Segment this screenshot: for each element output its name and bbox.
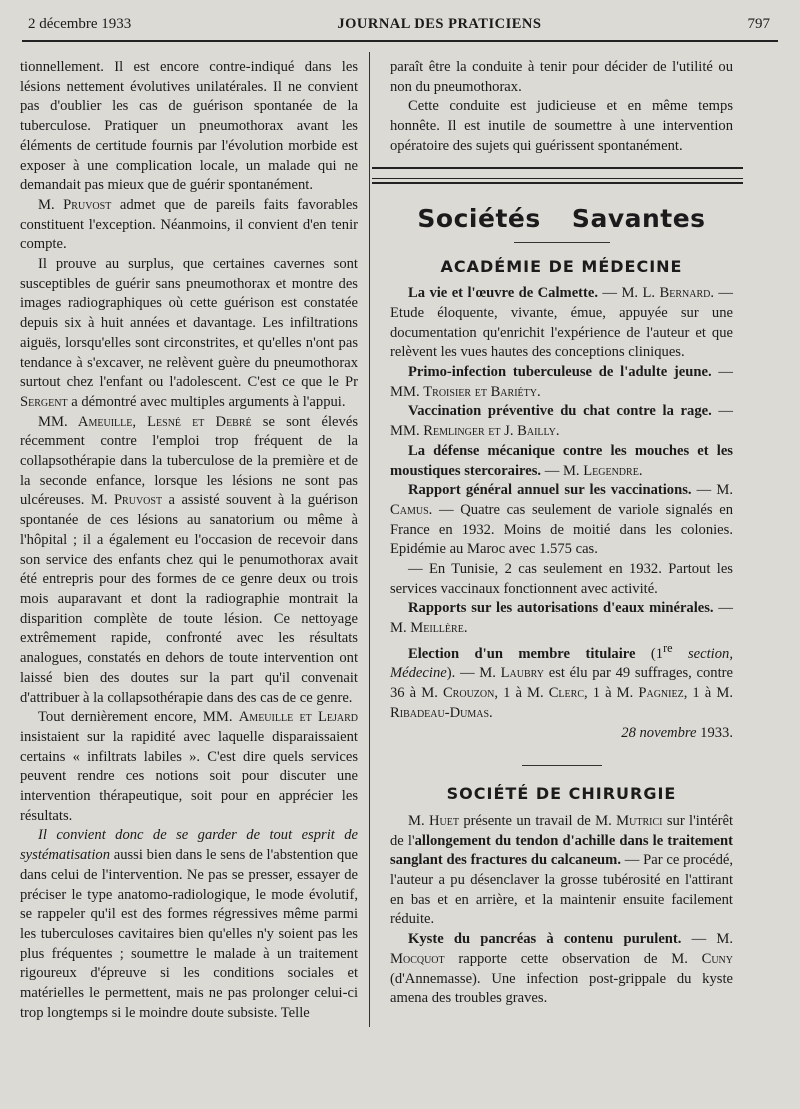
- academie-entry-3: Vaccination préventive du chat contre la rage. — MM. Remlinger et J. Bailly.: [390, 403, 733, 440]
- running-head: [28, 16, 770, 38]
- header-date: 2 décembre 1933: [28, 16, 132, 32]
- academie-entry-2: Primo-infection tuberculeuse de l'adulte jeune. — MM. Troisier et Bariéty.: [390, 364, 733, 400]
- header-rule: [22, 40, 778, 42]
- academie-entry-7: Election d'un membre titulaire (1re section, Médecine). — M. Laubry est élu par 49 suffrages, contre 36 à M. Crouzon, 1 à M. Clerc, 1 à M. Pagniez, 1 à M. Ribadeau-Dumas.: [390, 640, 733, 721]
- chirurgie-entries: [390, 812, 733, 1009]
- left-paragraph-2: M. Pruvost admet que de pareils faits favorables constituent l'exception. Néanmoins, il convient d'en tenir compte.: [20, 196, 358, 253]
- chirurgie-separator: [522, 765, 602, 766]
- chirurgie-heading: SOCIÉTÉ DE CHIRURGIE: [446, 784, 677, 804]
- left-paragraph-1: tionnellement. Il est encore contre-indiqué dans les lésions nettement évolutives unilatérales. Il ne convient pas d'oublier les cas de guérison spontanée de la tuberculose. Pratiquer un pneumothorax avant les éléments de certitude fournis par l'évolution morbide est exposer à une complication locale, un malade qui ne demandait pas mieux que de guérir spontanément.: [20, 59, 358, 194]
- academie-entry-6: Rapports sur les autorisations d'eaux minérales. — M. Meillère.: [390, 600, 733, 637]
- journal-title: JOURNAL DES PRATICIENS: [337, 16, 542, 32]
- right-paragraph-1: paraît être la conduite à tenir pour décider de l'utilité ou non du pneumothorax.: [390, 59, 733, 95]
- column-divider: [369, 52, 370, 1027]
- section-rule-bottom: [372, 179, 743, 184]
- chirurgie-entry-2: Kyste du pancréas à contenu purulent. — M. Mocquot rapporte cette observation de M. Cuny (d'Annemasse). Une infection post-grippale du kyste amena des troubles graves.: [390, 931, 733, 1007]
- academie-entry-5-continued: — En Tunisie, 2 cas seulement en 1932. Partout les services vaccinaux fonctionnent avec activité.: [390, 561, 733, 597]
- section-rule-top: [372, 167, 743, 179]
- left-paragraph-5: Tout dernièrement encore, MM. Ameuille et Lejard insistaient sur la rapidité avec laquelle disparaissaient certains « infiltrats labiles ». C'est dire quels services peuvent rendre ces notions soit pour discuter une intervention thérapeutique, soit pour en apprécier les résultats.: [20, 709, 358, 824]
- right-column: [390, 58, 733, 1009]
- left-paragraph-3: Il prouve au surplus, que certaines cavernes sont susceptibles de guérir sans pneumothorax et montre des images radiographiques où cette guérison est constatée depuis six à huit années et davantage. Les infiltrations aiguës, lorsqu'elles sont circonstrites, et qu'elles n'ont pas tendance à s'excaver, ne relèvent guère du pneumothorax surtout chez l'enfant ou l'adolescent. C'est ce que le Pr Sergent a démontré avec multiples arguments à l'appui.: [20, 256, 358, 410]
- academie-date: 28 novembre 1933.: [621, 724, 733, 741]
- academie-entry-1: La vie et l'œuvre de Calmette. — M. L. Bernard. — Etude éloquente, vivante, émue, appuyée sur une documentation qu'enrichit l'expérience de l'auteur et que relèvent les vues hautes des conceptions cliniques.: [390, 285, 734, 361]
- chirurgie-entry-1: M. Huet présente un travail de M. Mutrici sur l'intérêt de l'allongement du tendon d'achille dans le traitement sanglant des fractures du calcaneum. — Par ce procédé, l'auteur a pu désenclaver la grosse tubérosité en l'attirant en bas et en arrière, et la maintenir ensuite facilement réduite.: [390, 812, 734, 928]
- page-number: 797: [747, 16, 770, 32]
- section-short-rule: [514, 242, 610, 243]
- section-title: Sociétés Savantes: [417, 203, 706, 233]
- left-column: [20, 58, 358, 1023]
- right-paragraph-2: Cette conduite est judicieuse et en même temps honnête. Il est inutile de soumettre à une intervention opératoire des sujets qui guérissent spontanément.: [390, 98, 733, 154]
- left-paragraph-6: Il convient donc de se garder de tout esprit de systématisation aussi bien dans le sens de l'abstention que dans celui de l'intervention. Ne pas se presser, essayer de préciser le type anatomo-radiologique, le mode évolutif, se rappeler qu'il est des formes régressives même parmi les tuberculoses cavitaires bien qu'elles n'y soient pas les plus fréquentes ; soumettre le malade à un traitement rigoureux d'épreuve si les conditions sociales et matérielles le permettent, mais ne pas prolonger celui-ci trop longtemps si le moindre doute subsiste. Telle: [20, 827, 358, 1021]
- academie-entry-4: La défense mécanique contre les mouches et les moustiques stercoraires. — M. Legendre.: [390, 442, 733, 479]
- academie-entries: [390, 284, 733, 743]
- left-paragraph-4: MM. Ameuille, Lesné et Debré se sont élevés récemment contre l'emploi trop fréquent de la collapsothérapie dans la tuberculose de la première et de la seconde enfance, lorsque les lésions ne sont pas ulcéreuses. M. Pruvost a assisté souvent à la guérison spontanée de ces lésions au sanatorium ou même à l'hôpital ; il a également eu l'occasion de recevoir dans son service des enfants chez qui le penumothorax avait été entrepris pour des formes de ce genre deux ou trois mois auparavant et dont la radiographie montrait la disparition complète de toute lésion. Ce nettoyage extrêmement rapide, confronté avec les résultats analogues, constatés en dehors de toute intervention ont laissé bien des doutes sur la part qu'il convenait d'attribuer à la collapsothérapie dans des cas de ce genre.: [20, 413, 358, 706]
- academie-heading: ACADÉMIE DE MÉDECINE: [440, 256, 683, 276]
- academie-entry-5: Rapport général annuel sur les vaccinations. — M. Camus. — Quatre cas seulement de variole signalés en France en 1932. Moins de moitié dans les colonies. Epidémie au Maroc avec 1.575 cas.: [390, 482, 733, 558]
